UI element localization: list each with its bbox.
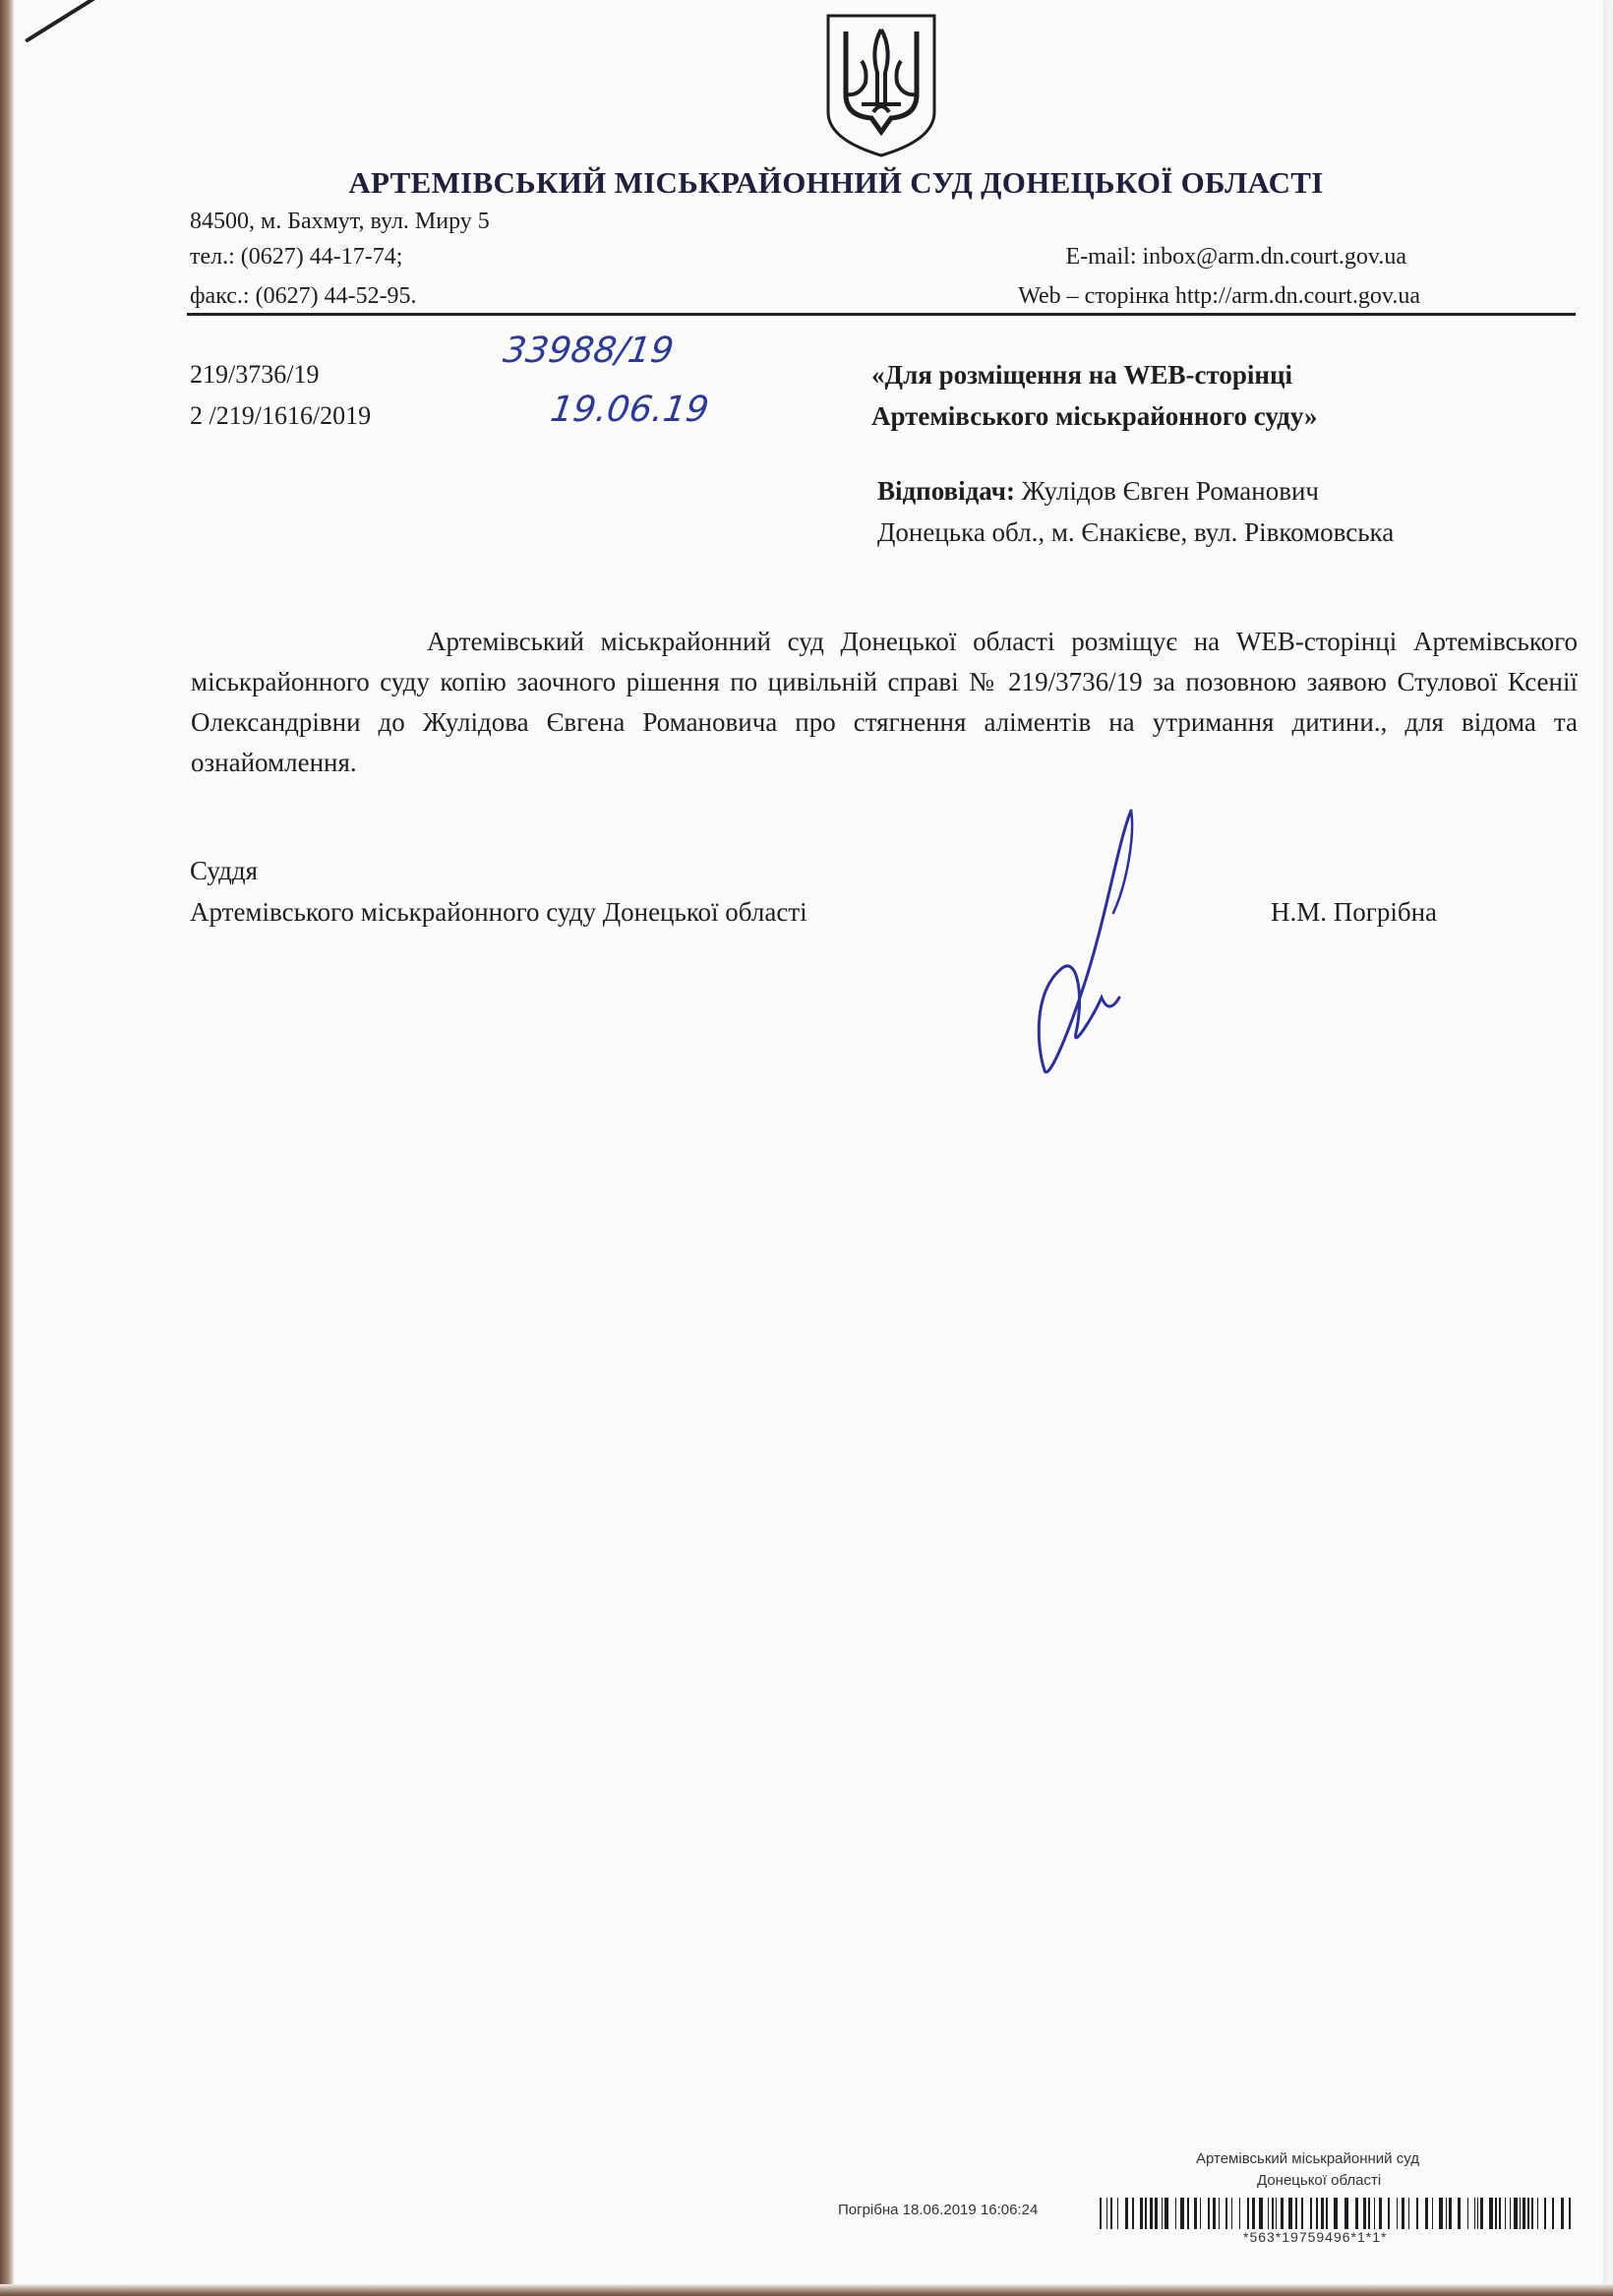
handwritten-date: 19.06.19 — [548, 390, 712, 430]
stamp-court-line-2: Донецької області — [1257, 2172, 1382, 2189]
court-fax: факс.: (0627) 44-52-95. — [190, 283, 417, 309]
barcode-bar — [1449, 2198, 1452, 2229]
barcode-bar — [1295, 2198, 1297, 2229]
court-phone: тел.: (0627) 44-17-74; — [190, 244, 403, 270]
document-page — [14, 0, 1603, 2284]
barcode-bar — [1416, 2198, 1418, 2229]
barcode-bar — [1344, 2198, 1348, 2229]
barcode-bar — [1467, 2198, 1468, 2229]
barcode-bar — [1432, 2198, 1433, 2229]
barcode-bar — [1446, 2198, 1447, 2229]
barcode-bar — [1316, 2198, 1318, 2229]
barcode-bar — [1213, 2198, 1216, 2229]
barcode-bar — [1561, 2198, 1564, 2229]
barcode-bar — [1268, 2198, 1269, 2229]
barcode-bar — [1225, 2198, 1227, 2229]
barcode-bar — [1388, 2198, 1390, 2229]
stamp-court-line-1: Артемівський міськрайонний суд — [1196, 2150, 1419, 2167]
barcode-bar — [1569, 2198, 1571, 2229]
barcode-bar — [1527, 2198, 1529, 2229]
barcode-bar — [1537, 2198, 1538, 2229]
respondent-address: Донецька обл., м. Єнакієве, вул. Рівкомовська — [877, 517, 1395, 547]
barcode-bar — [1219, 2198, 1220, 2229]
barcode-bar — [1480, 2198, 1483, 2229]
barcode-bar — [1200, 2198, 1201, 2229]
barcode-bar — [1125, 2198, 1128, 2229]
case-number: 219/3736/19 — [190, 360, 320, 389]
court-title: АРТЕМІВСЬКИЙ МІСЬКРАЙОННИЙ СУД ДОНЕЦЬКОЇ ОБЛАСТІ — [348, 165, 1324, 200]
signature-role: Суддя — [190, 856, 259, 885]
barcode-bar — [1301, 2198, 1303, 2229]
barcode-bar — [1310, 2198, 1312, 2229]
judge-name: Н.М. Погрібна — [1271, 897, 1438, 927]
barcode-bar — [1165, 2198, 1168, 2229]
barcode-bar — [1252, 2198, 1255, 2229]
document-barcode — [1100, 2198, 1574, 2229]
barcode-bar — [1155, 2198, 1158, 2229]
barcode-bar — [1150, 2198, 1153, 2229]
notice-paragraph-text: Артемівський міськрайонний суд Донецької області розміщує на WEB-сторінці Артемівського міськрайонного суду копію заочного рішення по цивільній справі № 219/3736/19 за позовною заявою Стулової Ксенії Олександрівни до Жулідова Євгена Романовича про стягнення аліментів на утримання дитини., для відома та ознайомлення. — [191, 627, 1578, 777]
page-edge-left — [0, 0, 14, 2296]
barcode-bar — [1140, 2198, 1143, 2229]
barcode-bar — [1231, 2198, 1232, 2229]
barcode-bar — [1544, 2198, 1546, 2229]
proceeding-number: 2 /219/1616/2019 — [190, 401, 372, 430]
notice-paragraph — [191, 622, 1578, 783]
barcode-bar — [1194, 2198, 1197, 2229]
barcode-bar — [1106, 2198, 1107, 2229]
coat-of-arms-icon — [822, 10, 940, 159]
barcode-bar — [1321, 2198, 1324, 2229]
barcode-bar — [1175, 2198, 1176, 2229]
handwritten-registration-number: 33988/19 — [501, 331, 677, 371]
placement-note-line-1: «Для розміщення на WEB-сторінці — [871, 360, 1293, 390]
barcode-bar — [1117, 2198, 1118, 2229]
barcode-bar — [1458, 2198, 1461, 2229]
barcode-bar — [1239, 2198, 1240, 2229]
barcode-bar — [1499, 2198, 1501, 2229]
respondent-label: Відповідач: — [877, 476, 1015, 506]
barcode-bar — [1552, 2198, 1554, 2229]
barcode-bar — [1247, 2198, 1249, 2229]
barcode-bar — [1272, 2198, 1274, 2229]
barcode-bar — [1363, 2198, 1366, 2229]
barcode-bar — [1374, 2198, 1375, 2229]
barcode-bar — [1510, 2198, 1511, 2229]
court-email: E-mail: inbox@arm.dn.court.gov.ua — [1065, 244, 1406, 270]
barcode-bar — [1276, 2198, 1277, 2229]
page-edge-bottom — [0, 2284, 1613, 2296]
barcode-bar — [1474, 2198, 1475, 2229]
barcode-bar — [1288, 2198, 1292, 2229]
barcode-bar — [1379, 2198, 1382, 2229]
signature-court: Артемівського міськрайонного суду Донецької області — [190, 897, 807, 927]
court-web: Web – сторінка http://arm.dn.court.gov.ua — [1018, 283, 1420, 309]
barcode-bar — [1514, 2198, 1518, 2229]
barcode-bar — [1334, 2198, 1338, 2229]
barcode-bar — [1408, 2198, 1409, 2229]
barcode-bar — [1259, 2198, 1263, 2229]
barcode-bar — [1187, 2198, 1189, 2229]
barcode-bar — [1110, 2198, 1112, 2229]
barcode-bar — [1208, 2198, 1210, 2229]
barcode-bar — [1397, 2198, 1398, 2229]
barcode-bar — [1162, 2198, 1163, 2229]
barcode-bar — [1489, 2198, 1493, 2229]
barcode-bar — [1100, 2198, 1102, 2229]
barcode-bar — [1520, 2198, 1521, 2229]
barcode-bar — [1523, 2198, 1525, 2229]
header-divider — [187, 313, 1576, 316]
barcode-bar — [1477, 2198, 1478, 2229]
placement-note-line-2: Артемівського міськрайонного суду» — [871, 401, 1318, 431]
barcode-bar — [1132, 2198, 1134, 2229]
barcode-bar — [1425, 2198, 1428, 2229]
barcode-bar — [1531, 2198, 1533, 2229]
court-address: 84500, м. Бахмут, вул. Миру 5 — [190, 209, 490, 234]
barcode-bar — [1439, 2198, 1443, 2229]
stamp-signed-by: Погрібна 18.06.2019 16:06:24 — [838, 2202, 1039, 2218]
barcode-text: *563*19759496*1*1* — [1243, 2229, 1388, 2245]
barcode-bar — [1145, 2198, 1147, 2229]
respondent-name: Жулідов Євген Романович — [1014, 476, 1320, 506]
barcode-bar — [1402, 2198, 1404, 2229]
barcode-bar — [1495, 2198, 1497, 2229]
handwritten-signature — [1023, 805, 1161, 1090]
barcode-bar — [1368, 2198, 1370, 2229]
barcode-bar — [1505, 2198, 1506, 2229]
barcode-bar — [1180, 2198, 1184, 2229]
respondent-line — [877, 476, 1319, 507]
barcode-bar — [1281, 2198, 1284, 2229]
barcode-bar — [1326, 2198, 1328, 2229]
barcode-bar — [1355, 2198, 1358, 2229]
